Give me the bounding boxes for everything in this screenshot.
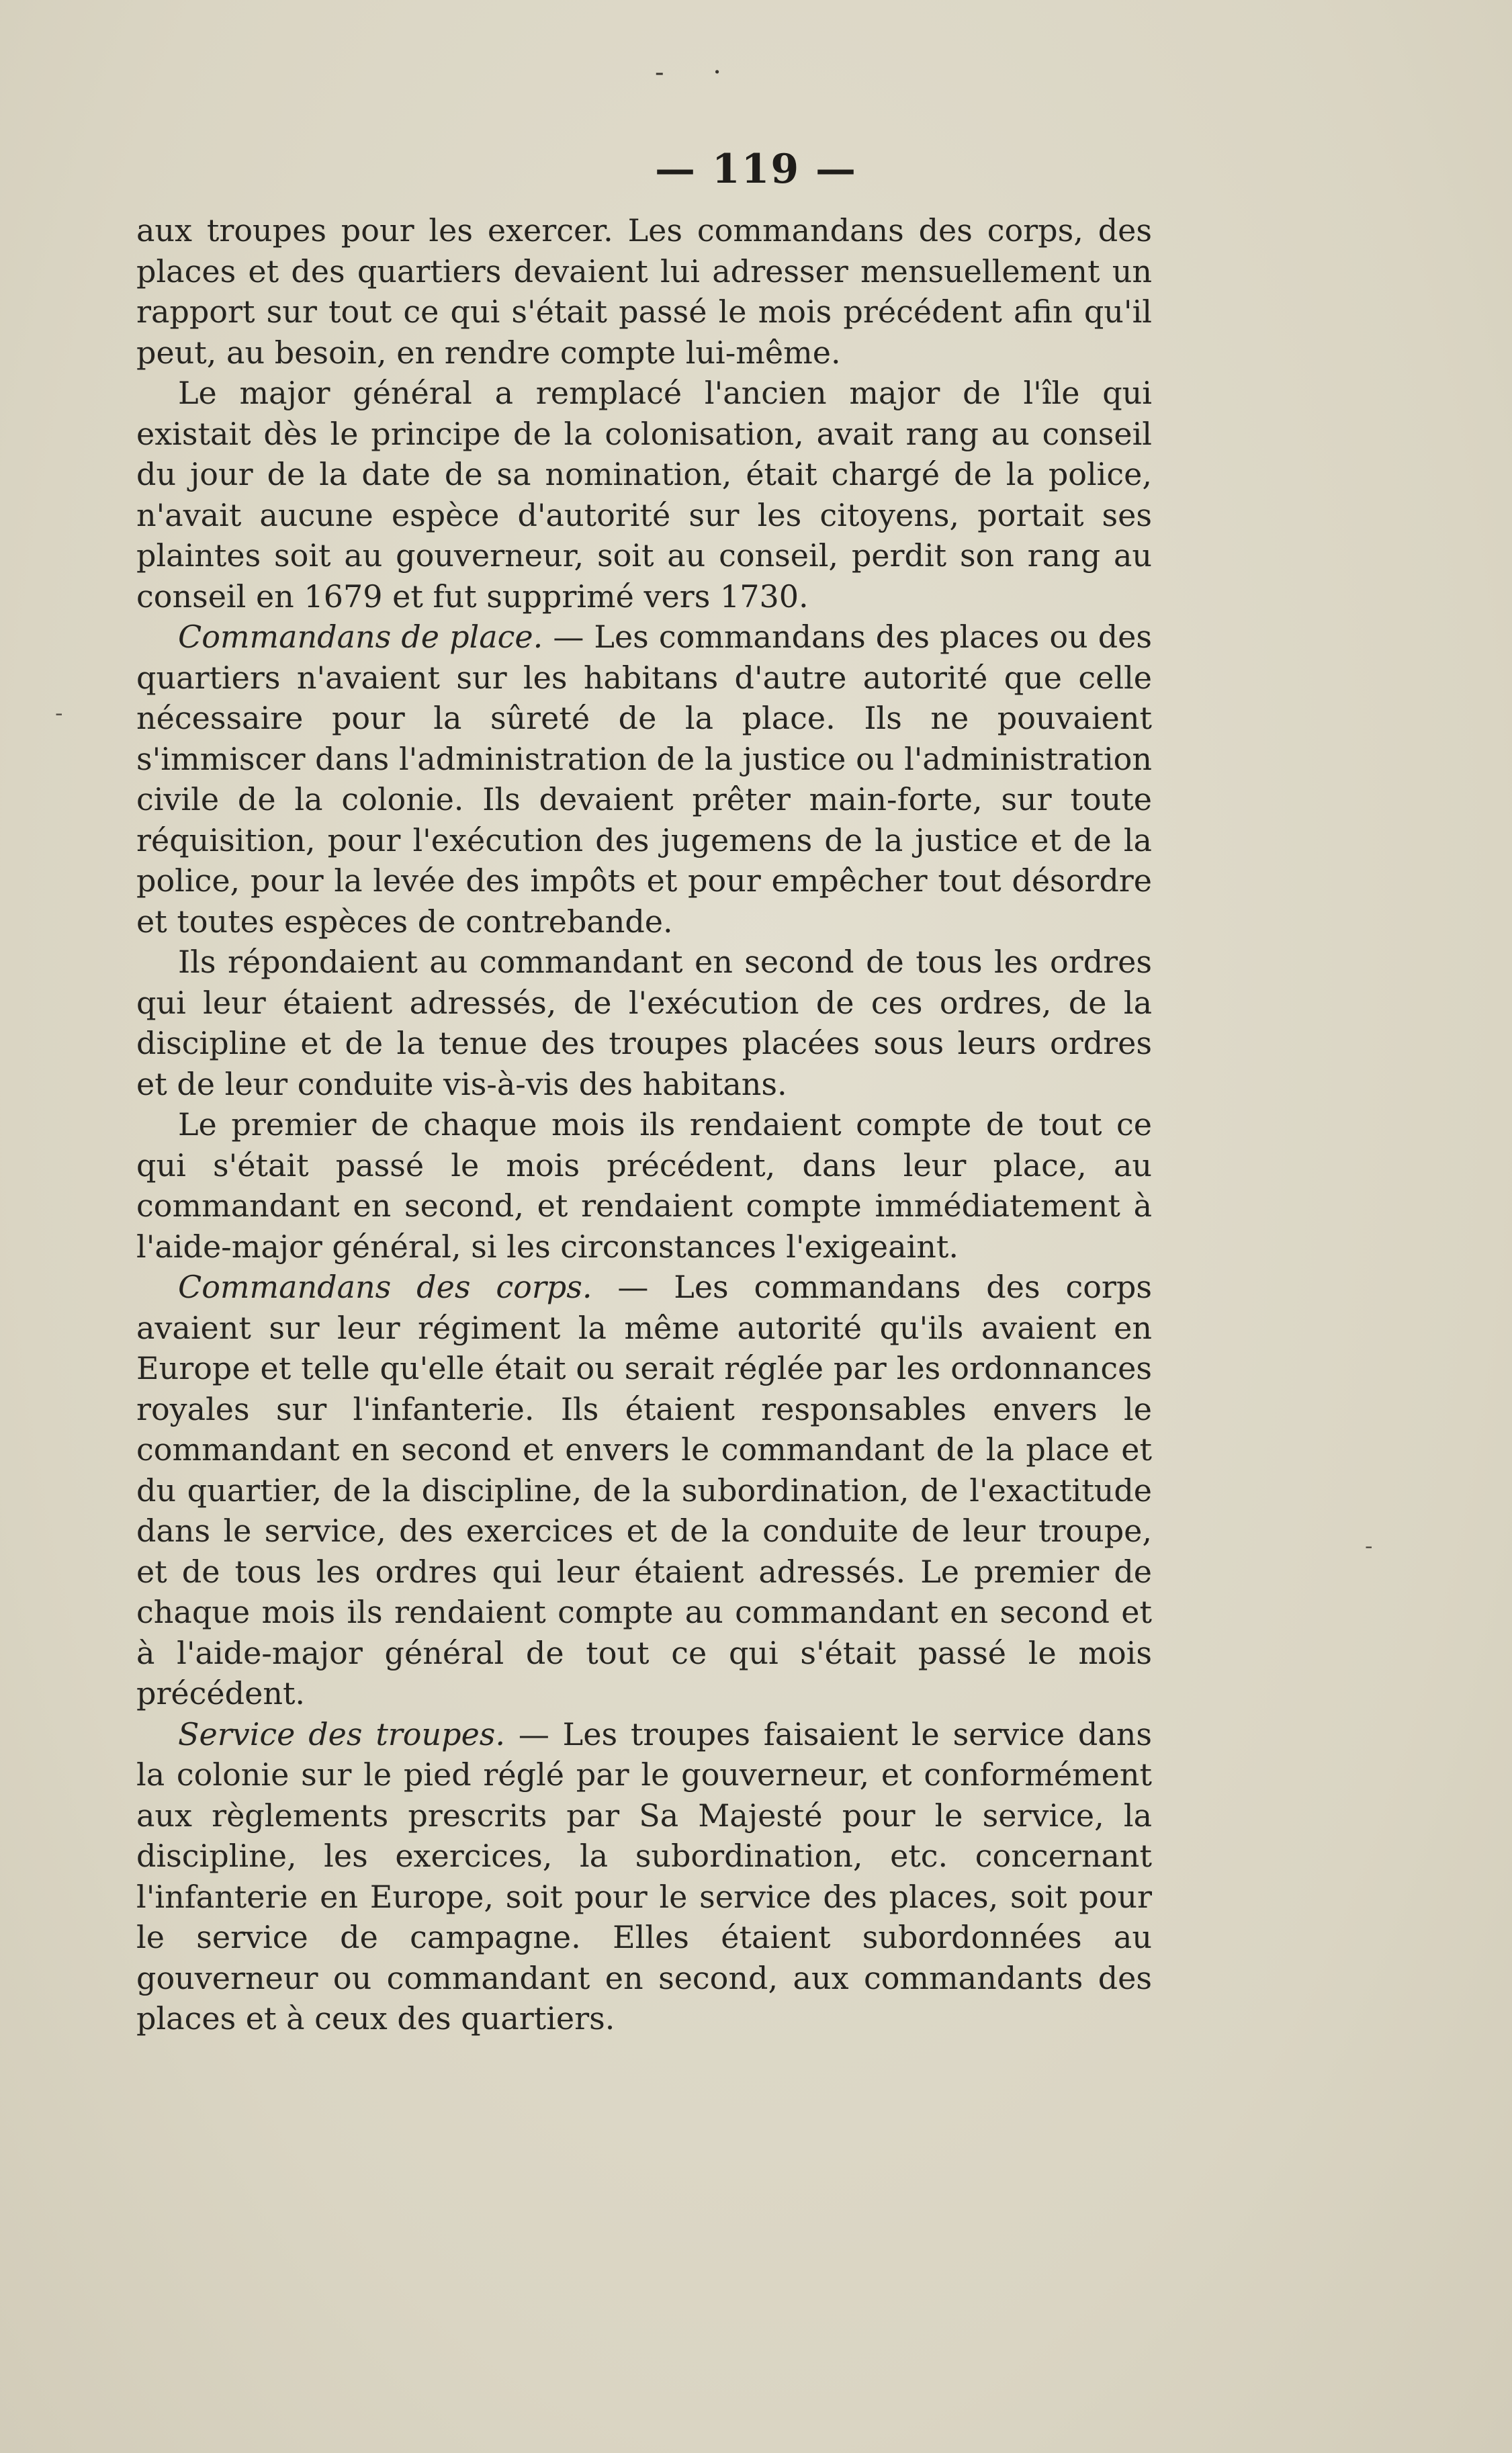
paragraph-3 [136,617,1152,942]
paragraph-3-heading: Commandans de place. [178,619,543,655]
margin-dash-right: - [1365,1533,1373,1560]
paragraph-6-heading: Commandans des corps. [178,1269,592,1305]
paragraph-7-heading: Service des troupes. [178,1715,506,1752]
paragraph-6 [136,1267,1152,1714]
body-text [136,210,1152,2039]
top-mark: - · [655,57,742,88]
paragraph-1-text: aux troupes pour les exercer. Les commandans des corps, des places et des quartiers devaient lui adresser mensuellement un rapport sur tout ce qui s'était passé le mois précédent afin qu'il peut, au besoin, en rendre compte lui-même. [136,212,1152,371]
paragraph-7 [136,1714,1152,2039]
paragraph-7-text: — Les troupes faisaient le service dans la colonie sur le pied réglé par le gouverneur, et conformément aux règlements prescrits par Sa Majesté pour le service, la discipline, les exercices, la subordination, etc. concernant l'infanterie en Europe, soit pour le service des places, soit pour le service de campagne. Elles étaient subordonnées au gouverneur ou commandant en second, aux commandants des places et à ceux des quartiers. [136,1715,1152,2037]
page-number: — 119 — [654,146,858,193]
paragraph-6-text: — Les commandans des corps avaient sur leur régiment la même autorité qu'ils avaient en Europe et telle qu'elle était ou serait réglée par les ordonnances royales sur l'infanterie. Ils étaient responsables envers le commandant en second et envers le commandant de la place et du quartier, de la discipline, de la subordination, de l'exactitude dans le service, des exercices et de la conduite de leur troupe, et de tous les ordres qui leur étaient adressés. Le premier de chaque mois ils rendaient compte au commandant en second et à l'aide-major général de tout ce qui s'était passé le mois précédent. [136,1269,1152,1711]
paragraph-5-text: Le premier de chaque mois ils rendaient compte de tout ce qui s'était passé le mois précédent, dans leur place, au commandant en second, et rendaient compte immédiatement à l'aide-major général, si les circonstances l'exigeaint. [136,1106,1152,1265]
paragraph-4 [136,942,1152,1104]
margin-dash-left: - [55,700,63,727]
paragraph-2 [136,373,1152,617]
paragraph-1 [136,210,1152,373]
paragraph-3-text: — Les commandans des places ou des quartiers n'avaient sur les habitans d'autre autorité que celle nécessaire pour la sûreté de la place. Ils ne pouvaient s'immiscer dans l'administration de la justice ou l'administration civile de la colonie. Ils devaient prêter main-forte, sur toute réquisition, pour l'exécution des jugemens de la justice et de la police, pour la levée des impôts et pour empêcher tout désordre et toutes espèces de contrebande. [136,619,1152,940]
paragraph-4-text: Ils répondaient au commandant en second de tous les ordres qui leur étaient adressés, de l'exécution de ces ordres, de la discipline et de la tenue des troupes placées sous leurs ordres et de leur conduite vis-à-vis des habitans. [136,944,1152,1102]
paragraph-2-text: Le major général a remplacé l'ancien major de l'île qui existait dès le principe de la colonisation, avait rang au conseil du jour de la date de sa nomination, était chargé de la police, n'avait aucune espèce d'autorité sur les citoyens, portait ses plaintes soit au gouverneur, soit au conseil, perdit son rang au conseil en 1679 et fut supprimé vers 1730. [136,375,1152,615]
paragraph-5 [136,1104,1152,1267]
